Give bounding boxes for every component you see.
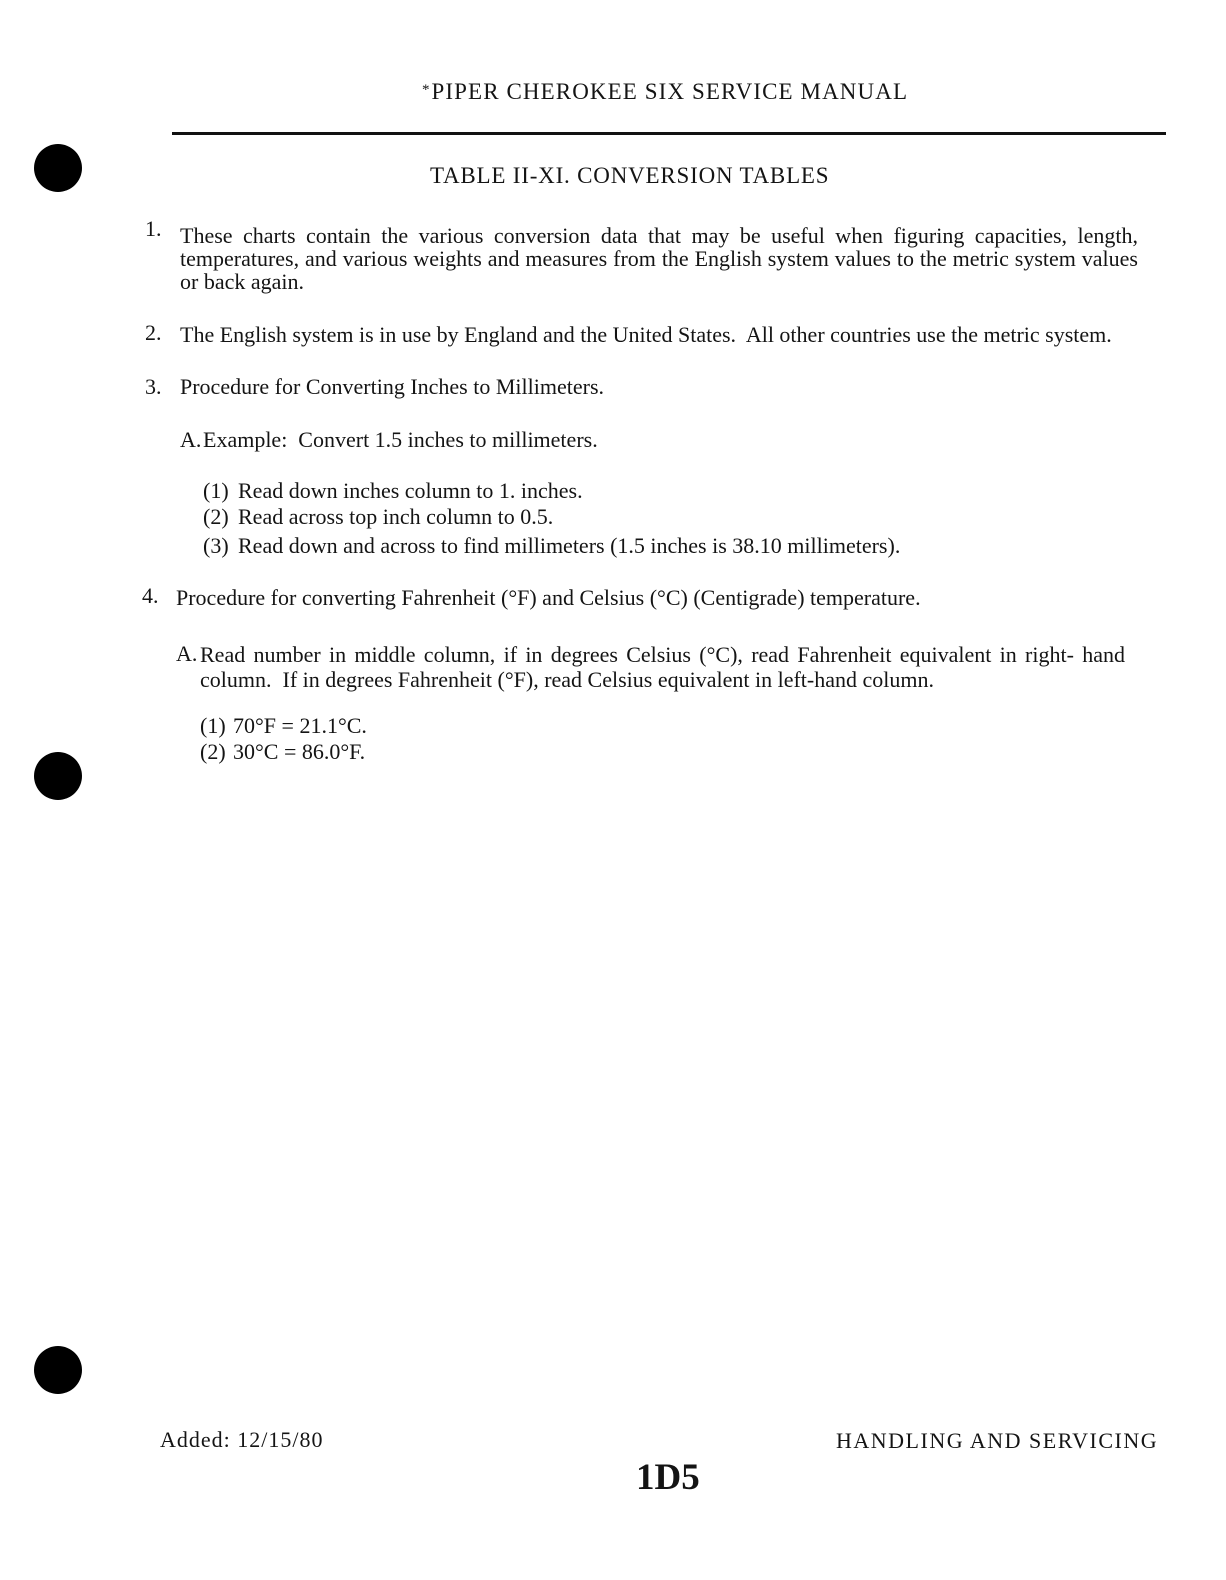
item-1-line-2: temperatures, and various weights and measures from the English system values to the metric system values [180, 246, 1138, 271]
manual-title: PIPER CHEROKEE SIX SERVICE MANUAL [431, 79, 909, 104]
revision-mark: * [422, 82, 430, 98]
item-4a-step-2-label: (2) [200, 739, 226, 764]
item-3a-step-2-label: (2) [203, 504, 229, 529]
item-1-number: 1. [145, 216, 162, 241]
table-title: TABLE II-XI. CONVERSION TABLES [430, 163, 830, 188]
header-rule [172, 132, 1166, 135]
item-4a-label: A. [176, 641, 198, 666]
item-3a-step-1-label: (1) [203, 478, 229, 503]
item-4-number: 4. [142, 583, 159, 608]
item-4a-line-2: column. If in degrees Fahrenheit (°F), read Celsius equivalent in left-hand column. [200, 667, 934, 692]
footer-added-date: Added: 12/15/80 [160, 1427, 324, 1452]
manual-header [422, 77, 908, 105]
item-4a-step-2-text: 30°C = 86.0°F. [233, 739, 366, 764]
item-3a-text: Example: Convert 1.5 inches to millimeters. [203, 427, 598, 452]
item-1-paragraph [180, 224, 1138, 293]
item-3-text: Procedure for Converting Inches to Millimeters. [180, 374, 605, 399]
binder-hole-top [34, 144, 82, 192]
item-1-line-1: These charts contain the various conversion data that may be useful when figuring capacities, length, [180, 223, 1138, 248]
footer-section-title: HANDLING AND SERVICING [836, 1428, 1159, 1453]
item-2-text: The English system is in use by England and the United States. All other countries use the metric system. [180, 322, 1112, 347]
binder-hole-bottom [34, 1346, 82, 1394]
item-4-text: Procedure for converting Fahrenheit (°F) and Celsius (°C) (Centigrade) temperature. [176, 585, 921, 610]
item-3a-step-2-text: Read across top inch column to 0.5. [238, 504, 554, 529]
item-1-line-3: or back again. [180, 269, 304, 294]
item-4a-line-1: Read number in middle column, if in degrees Celsius (°C), read Fahrenheit equivalent in right- hand [200, 642, 1125, 667]
item-4a-step-1-text: 70°F = 21.1°C. [233, 713, 367, 738]
item-3a-step-3-text: Read down and across to find millimeters (1.5 inches is 38.10 millimeters). [238, 533, 901, 558]
item-4a-step-1-label: (1) [200, 713, 226, 738]
item-2-number: 2. [145, 320, 162, 345]
item-3a-step-1-text: Read down inches column to 1. inches. [238, 478, 583, 503]
item-3a-step-3-label: (3) [203, 533, 229, 558]
binder-hole-middle [34, 752, 82, 800]
item-4a-paragraph [200, 642, 1125, 692]
item-3a-label: A. [180, 427, 202, 452]
item-3-number: 3. [145, 374, 162, 399]
footer-page-id: 1D5 [636, 1457, 700, 1498]
